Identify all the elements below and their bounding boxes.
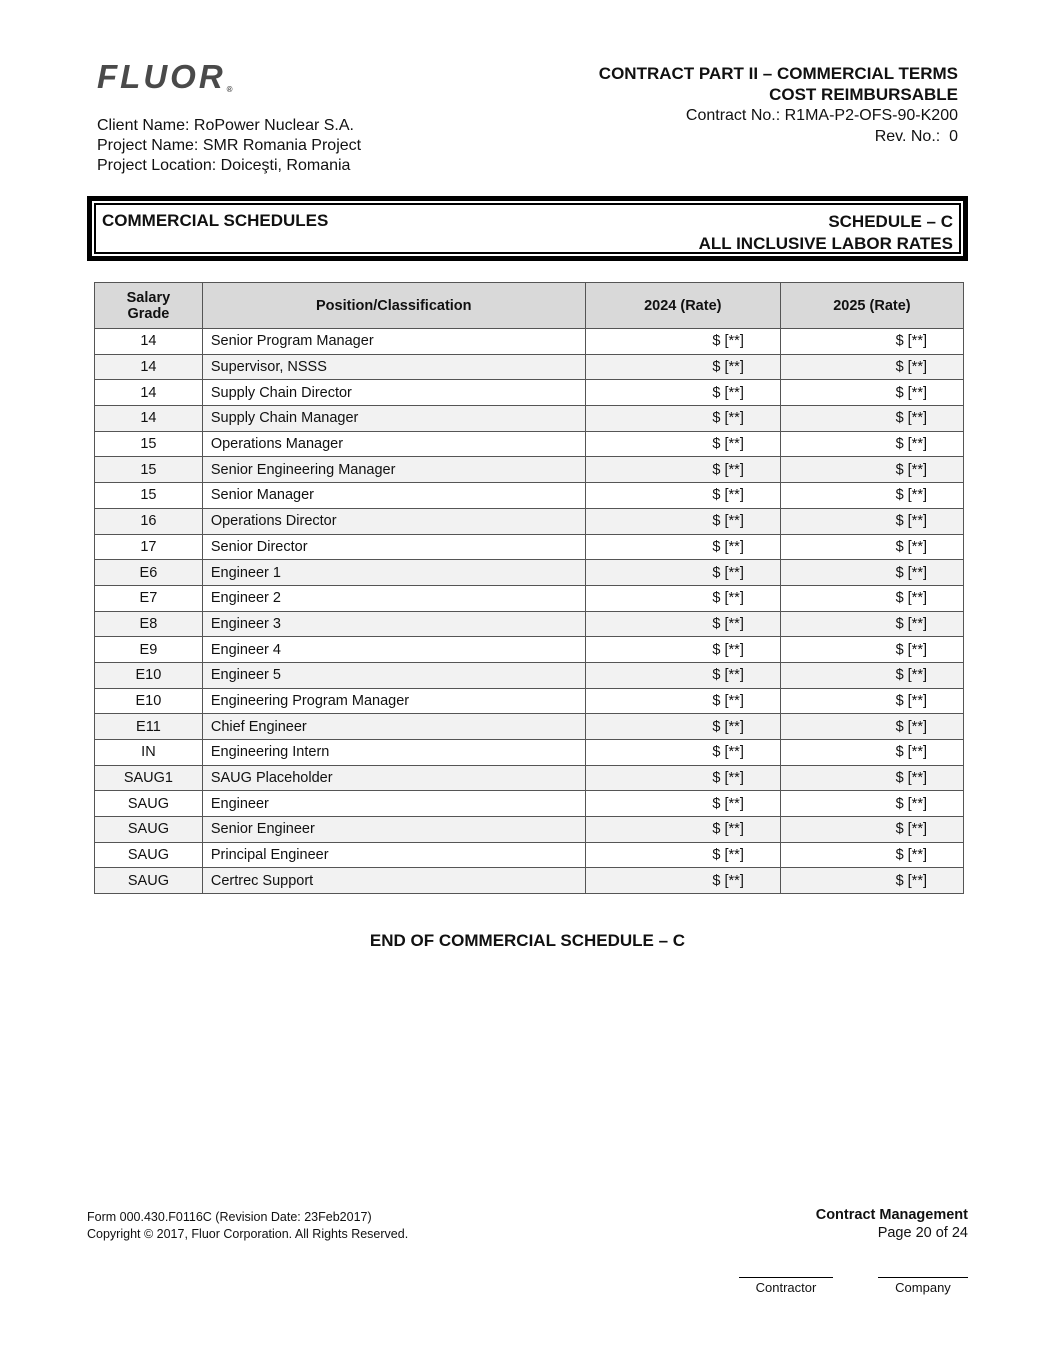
position-cell: Operations Manager: [202, 431, 585, 457]
header-rate-2024: 2024 (Rate): [585, 283, 780, 329]
table-row: [95, 611, 964, 637]
table-row: [95, 380, 964, 406]
table-row: [95, 457, 964, 483]
contract-info: [599, 63, 958, 147]
position-cell: Engineer 1: [202, 560, 585, 586]
revision-number: Rev. No.: 0: [874, 128, 958, 145]
company-label: Company: [895, 1280, 951, 1295]
copyright: Copyright © 2017, Fluor Corporation. All Rights Reserved.: [87, 1227, 409, 1241]
salary-grade-cell: 15: [95, 457, 203, 483]
salary-grade-cell: E11: [95, 714, 203, 740]
salary-grade-cell: 14: [95, 329, 203, 355]
labor-rates-table: [94, 282, 964, 894]
rate-2024-cell: $ [**]: [585, 354, 780, 380]
signature-line: [739, 1277, 833, 1278]
rate-2024-cell: $ [**]: [585, 380, 780, 406]
rate-2025-cell: $ [**]: [780, 354, 963, 380]
rate-2024-cell: $ [**]: [585, 637, 780, 663]
rate-2025-cell: $ [**]: [780, 868, 963, 894]
rate-2024-cell: $ [**]: [585, 714, 780, 740]
rate-2025-cell: $ [**]: [780, 637, 963, 663]
position-cell: Senior Engineering Manager: [202, 457, 585, 483]
contract-type: COST REIMBURSABLE: [769, 85, 958, 104]
rate-2025-cell: $ [**]: [780, 765, 963, 791]
table-row: [95, 637, 964, 663]
salary-grade-cell: 14: [95, 406, 203, 432]
position-cell: Engineer 4: [202, 637, 585, 663]
rate-2025-cell: $ [**]: [780, 329, 963, 355]
salary-grade-cell: E8: [95, 611, 203, 637]
salary-grade-cell: SAUG: [95, 842, 203, 868]
rate-2024-cell: $ [**]: [585, 483, 780, 509]
rate-2024-cell: $ [**]: [585, 560, 780, 586]
rate-2025-cell: $ [**]: [780, 534, 963, 560]
position-cell: Senior Engineer: [202, 817, 585, 843]
rate-2025-cell: $ [**]: [780, 585, 963, 611]
fluor-logo: [97, 58, 233, 96]
rate-2024-cell: $ [**]: [585, 868, 780, 894]
position-cell: Certrec Support: [202, 868, 585, 894]
schedule-label: SCHEDULE – C: [828, 212, 953, 231]
logo-text: FLUOR: [97, 58, 226, 95]
position-cell: Engineering Program Manager: [202, 688, 585, 714]
rate-2025-cell: $ [**]: [780, 817, 963, 843]
salary-grade-cell: E7: [95, 585, 203, 611]
position-cell: Principal Engineer: [202, 842, 585, 868]
table-row: [95, 765, 964, 791]
signature-line: [878, 1277, 968, 1278]
rate-2024-cell: $ [**]: [585, 585, 780, 611]
table-row: [95, 585, 964, 611]
contract-title: CONTRACT PART II – COMMERCIAL TERMS: [598, 64, 958, 83]
table-row: [95, 740, 964, 766]
project-name: Project Name: SMR Romania Project: [97, 137, 362, 154]
table-row: [95, 534, 964, 560]
salary-grade-cell: SAUG: [95, 868, 203, 894]
table-row: [95, 868, 964, 894]
table-row: [95, 354, 964, 380]
rate-2025-cell: $ [**]: [780, 791, 963, 817]
salary-grade-cell: E10: [95, 688, 203, 714]
rate-2025-cell: $ [**]: [780, 714, 963, 740]
position-cell: Senior Manager: [202, 483, 585, 509]
salary-grade-cell: SAUG: [95, 817, 203, 843]
position-cell: Supervisor, NSSS: [202, 354, 585, 380]
rate-2025-cell: $ [**]: [780, 457, 963, 483]
position-cell: SAUG Placeholder: [202, 765, 585, 791]
company-signature: [878, 1277, 968, 1295]
client-name: Client Name: RoPower Nuclear S.A.: [97, 117, 354, 134]
rate-2024-cell: $ [**]: [585, 842, 780, 868]
salary-grade-cell: SAUG1: [95, 765, 203, 791]
rate-2024-cell: $ [**]: [585, 508, 780, 534]
table-row: [95, 842, 964, 868]
schedule-title-box: [87, 196, 968, 261]
contractor-label: Contractor: [755, 1280, 817, 1295]
contractor-signature: [739, 1277, 833, 1295]
salary-grade-cell: E9: [95, 637, 203, 663]
rate-2025-cell: $ [**]: [780, 380, 963, 406]
salary-grade-cell: IN: [95, 740, 203, 766]
footer-form-info: [87, 1209, 408, 1243]
department: Contract Management: [815, 1207, 968, 1223]
rate-2025-cell: $ [**]: [780, 842, 963, 868]
table-row: [95, 431, 964, 457]
form-number: Form 000.430.F0116C (Revision Date: 23Feb2017): [87, 1210, 372, 1224]
end-of-schedule: END OF COMMERCIAL SCHEDULE – C: [369, 931, 686, 950]
table-row: [95, 791, 964, 817]
salary-grade-cell: E6: [95, 560, 203, 586]
rate-2024-cell: $ [**]: [585, 431, 780, 457]
rate-2024-cell: $ [**]: [585, 457, 780, 483]
contract-number: Contract No.: R1MA-P2-OFS-90-K200: [685, 107, 958, 124]
position-cell: Senior Program Manager: [202, 329, 585, 355]
table-row: [95, 483, 964, 509]
position-cell: Engineer 3: [202, 611, 585, 637]
position-cell: Engineer 5: [202, 662, 585, 688]
rate-2025-cell: $ [**]: [780, 688, 963, 714]
header-position: Position/Classification: [202, 283, 585, 329]
position-cell: Engineer 2: [202, 585, 585, 611]
position-cell: Operations Director: [202, 508, 585, 534]
table-row: [95, 406, 964, 432]
table-row: [95, 688, 964, 714]
project-location: Project Location: Doiceşti, Romania: [97, 157, 351, 174]
position-cell: Engineer: [202, 791, 585, 817]
rate-2024-cell: $ [**]: [585, 534, 780, 560]
header-salary-grade: Salary Grade: [95, 283, 203, 329]
salary-grade-cell: 14: [95, 380, 203, 406]
rate-2024-cell: $ [**]: [585, 329, 780, 355]
rate-2024-cell: $ [**]: [585, 740, 780, 766]
rate-2025-cell: $ [**]: [780, 431, 963, 457]
schedule-id: [699, 211, 953, 255]
rate-2024-cell: $ [**]: [585, 611, 780, 637]
rate-2025-cell: $ [**]: [780, 406, 963, 432]
table-row: [95, 508, 964, 534]
table-row: [95, 714, 964, 740]
rate-2025-cell: $ [**]: [780, 740, 963, 766]
salary-grade-cell: 15: [95, 483, 203, 509]
schedule-section-title: COMMERCIAL SCHEDULES: [102, 211, 329, 230]
rate-2025-cell: $ [**]: [780, 560, 963, 586]
registered-mark: ®: [226, 85, 233, 94]
rate-2025-cell: $ [**]: [780, 508, 963, 534]
header-rate-2025: 2025 (Rate): [780, 283, 963, 329]
footer-page-info: [816, 1206, 968, 1242]
salary-grade-cell: 14: [95, 354, 203, 380]
schedule-subtitle: ALL INCLUSIVE LABOR RATES: [698, 234, 953, 253]
rate-2024-cell: $ [**]: [585, 688, 780, 714]
position-cell: Chief Engineer: [202, 714, 585, 740]
client-info: [97, 116, 361, 176]
position-cell: Senior Director: [202, 534, 585, 560]
salary-grade-cell: 15: [95, 431, 203, 457]
rate-2024-cell: $ [**]: [585, 406, 780, 432]
table-row: [95, 662, 964, 688]
rate-2024-cell: $ [**]: [585, 791, 780, 817]
table-row: [95, 329, 964, 355]
page-number: Page 20 of 24: [877, 1225, 968, 1241]
salary-grade-cell: 17: [95, 534, 203, 560]
rate-2024-cell: $ [**]: [585, 765, 780, 791]
salary-grade-cell: 16: [95, 508, 203, 534]
table-body: [95, 329, 964, 894]
salary-grade-cell: E10: [95, 662, 203, 688]
rate-2025-cell: $ [**]: [780, 483, 963, 509]
position-cell: Supply Chain Manager: [202, 406, 585, 432]
table-row: [95, 560, 964, 586]
table-row: [95, 817, 964, 843]
rate-2024-cell: $ [**]: [585, 662, 780, 688]
rate-2025-cell: $ [**]: [780, 611, 963, 637]
salary-grade-cell: SAUG: [95, 791, 203, 817]
position-cell: Supply Chain Director: [202, 380, 585, 406]
rate-2024-cell: $ [**]: [585, 817, 780, 843]
position-cell: Engineering Intern: [202, 740, 585, 766]
table-header-row: [95, 283, 964, 329]
rate-2025-cell: $ [**]: [780, 662, 963, 688]
